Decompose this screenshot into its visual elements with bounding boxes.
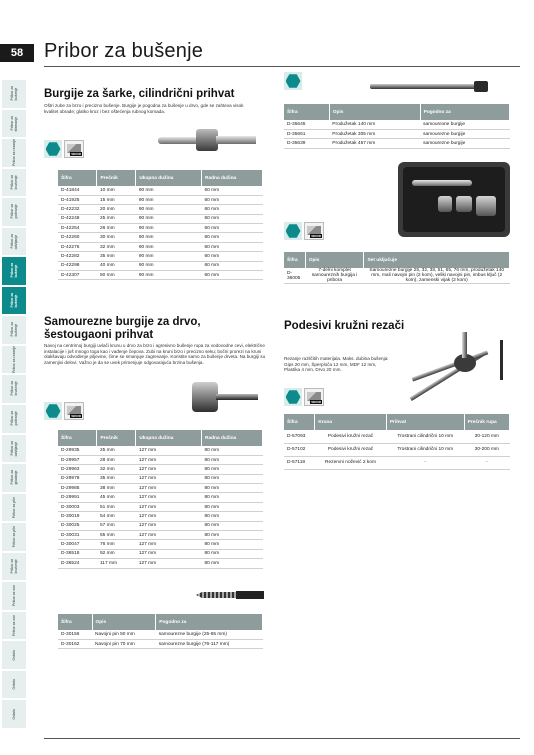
table-cell: samourezne burgije (25-65 mm)	[156, 630, 263, 639]
column-header: Šifra	[284, 414, 315, 430]
hex-shank-badge	[44, 140, 62, 158]
table-cell: 80 mm	[201, 531, 262, 540]
sidebar-tab-label: Pribor za brušenje	[10, 559, 18, 574]
table-cell: Samourezne burgije 25, 32, 38, 51, 65, 76 mm, produžetak 140 mm, mali navojni pin (2 kom), veliki navojni pin, imbus ključ (2 kom), zamenski vijak (2 kom)	[364, 268, 510, 284]
table-cell: 30-120 mm	[464, 430, 509, 443]
table-cell: 80 mm	[201, 446, 262, 455]
column-header: Ukupna dužina	[136, 430, 202, 446]
table-cell: 90 mm	[136, 186, 202, 195]
hinge-bits-table	[58, 170, 263, 280]
table-row	[58, 521, 263, 530]
table-row	[58, 559, 263, 568]
table-cell: D-30162	[58, 639, 92, 648]
self-feed-bits-table	[58, 430, 263, 569]
sidebar-tab-label: Pribor za brušenje	[10, 381, 18, 397]
wood-label: WOOD	[311, 400, 321, 404]
table-row	[58, 474, 263, 483]
table-cell: D-30047	[58, 540, 97, 549]
table-cell: 117 mm	[97, 559, 136, 568]
shank-badge-3	[284, 388, 302, 406]
sidebar-tab	[2, 346, 26, 375]
column-header: Set uključuje	[364, 252, 510, 268]
table-cell: 57 mm	[97, 521, 136, 530]
sidebar-tab-label: Ostalo	[12, 649, 16, 661]
wood-label: WOOD	[71, 152, 81, 156]
table-cell: 80 mm	[201, 502, 262, 511]
table-cell: samoureзne burgije	[420, 120, 509, 129]
table-cell: 25 mm	[97, 214, 136, 223]
table-cell: D-30156	[58, 630, 92, 639]
table-cell: 60 mm	[201, 205, 262, 214]
sidebar-tab	[2, 257, 26, 286]
column-header: Pogodno za	[420, 104, 509, 120]
table-cell: 80 mm	[201, 484, 262, 493]
hexagon-icon	[286, 390, 301, 405]
sidebar-tab	[2, 700, 26, 729]
hinge-bit-image	[158, 128, 258, 158]
column-header: Opis	[329, 104, 420, 120]
wood-material-badge-2	[64, 402, 84, 420]
sidebar-tab-label: Pribor za bušenje	[10, 86, 18, 102]
sidebar-tab-label: Pribor za bušenje	[10, 322, 18, 338]
column-header: Pogodno za	[156, 614, 263, 630]
table-row	[284, 129, 510, 138]
hex-shank-badge-2	[44, 402, 62, 420]
table-cell: 90 mm	[136, 271, 202, 280]
table-row	[58, 484, 263, 493]
table-row	[58, 540, 263, 549]
table-cell: 127 mm	[136, 455, 202, 464]
sidebar-tab-label: Pribor za poliranje	[10, 411, 18, 427]
table-cell: 26 mm	[97, 224, 136, 233]
table-cell: Produžetak 305 mm	[329, 129, 420, 138]
sidebar-tab	[2, 405, 26, 434]
extensions-table	[284, 104, 510, 149]
table-cell: D-57118	[284, 456, 315, 469]
table-cell: D-30003	[58, 502, 97, 511]
table-cell: 60 mm	[201, 271, 262, 280]
table-cell: 90 mm	[136, 205, 202, 214]
table-row	[58, 630, 263, 639]
table-cell: 38 mm	[97, 484, 136, 493]
page-title: Pribor za bušenje	[44, 40, 204, 62]
title-divider	[44, 66, 520, 67]
sidebar-tab	[2, 110, 26, 139]
hexagon-icon	[46, 142, 61, 157]
section-hinge-bits-title: Burgije za šarke, cilindrični prihvat	[44, 88, 235, 100]
table-cell: 32 mm	[97, 242, 136, 251]
sidebar-tab	[2, 671, 26, 700]
sidebar-tab	[2, 375, 26, 404]
sidebar-tab	[2, 316, 26, 345]
column-header: Šifra	[58, 170, 97, 186]
section-self-feed-title: Samourezne burgije za drvo, šestougaoni prihvat	[44, 316, 201, 341]
table-cell: 80 mm	[201, 474, 262, 483]
footer-divider	[44, 738, 520, 739]
table-cell: 80 mm	[201, 549, 262, 558]
table-cell: 60 mm	[201, 186, 262, 195]
table-cell: D-30019	[58, 512, 97, 521]
table-cell: 127 mm	[136, 531, 202, 540]
table-cell: D-42298	[58, 261, 97, 270]
table-row	[284, 139, 510, 148]
table-cell: 7-delni komplet samoureznih burgija i pribora	[305, 268, 364, 284]
table-cell: D-29985	[58, 484, 97, 493]
sidebar-tab-label: Pribor za pile	[12, 526, 16, 548]
table-cell: Rezervni nožević 2 kom	[315, 456, 387, 469]
section-self-feed-desc: Navoj na centrirnoj burgiji uvlači krunu u drvo za brzo i agresivno bušenje rupa za vodovodne cevi, električne instalacije i još mnogo toga kao i vađenje čepova. Zubi na kruni brzo i precizno seku; bočni prorezi na kruni olakšavaju odvođenje piljevine, čime se smanjuje zagrevanje. Koristite samo za bušenje drveta. Na burgiji su zamenjivi delovi. Važno je da se uvek primenjuje odgovarajuća brzina bušenja.	[44, 343, 266, 365]
column-header: Radna dužina	[201, 430, 262, 446]
table-cell: D-57102	[284, 443, 315, 456]
sidebar-tab-label: Pribor za glodanje	[10, 470, 18, 486]
table-cell: 50 mm	[97, 271, 136, 280]
sidebar-tab-label: Pribor za rezanje	[12, 346, 16, 374]
table-cell: D-30025	[58, 521, 97, 530]
table-cell: 65 mm	[97, 531, 136, 540]
section-circle-cutter-desc: Rezanje različitih materijala. Maks. dubina bušenja: Gips 20 mm, Šperploča 12 mm, MDF 12 mm, Plastika 4 mm, Drvo 20 mm.	[284, 356, 389, 373]
table-row	[284, 430, 510, 443]
table-cell: Trostrani cilindrični 10 mm	[386, 443, 464, 456]
table-row	[58, 455, 263, 464]
sidebar-tab-label: Pribor za pile	[12, 496, 16, 519]
table-cell: 90 mm	[136, 195, 202, 204]
section-circle-cutter-title: Podesivi kružni rezači	[284, 320, 405, 332]
table-cell: 54 mm	[97, 512, 136, 521]
sidebar-tab	[2, 80, 26, 109]
sidebar-tab	[2, 287, 26, 316]
table-cell: 127 mm	[136, 549, 202, 558]
wood-material-badge	[64, 140, 84, 158]
hex-shank-badge-ext	[284, 72, 302, 90]
sidebar-tab-label: Ostalo	[12, 708, 16, 720]
column-header: Prihvat	[386, 414, 464, 430]
table-cell: D-29957	[58, 455, 97, 464]
table-cell: 90 mm	[136, 224, 202, 233]
sidebar-tab-label: Pribor za štemanje	[10, 115, 18, 131]
column-header: Kruna	[315, 414, 387, 430]
table-cell: -	[464, 456, 509, 469]
sidebar-tab	[2, 641, 26, 670]
wood-label: WOOD	[311, 234, 321, 238]
table-cell: samourezne burgije	[420, 139, 509, 148]
table-cell: 127 mm	[136, 540, 202, 549]
table-cell: D-36524	[58, 559, 97, 568]
table-row	[58, 549, 263, 558]
table-cell: 35 mm	[97, 252, 136, 261]
table-cell: 127 mm	[136, 521, 202, 530]
table-cell: -	[386, 456, 464, 469]
table-cell: D-41844	[58, 186, 97, 195]
hexagon-icon	[46, 404, 61, 419]
table-cell: 127 mm	[136, 512, 202, 521]
table-cell: 51 mm	[97, 502, 136, 511]
sidebar-tab	[2, 228, 26, 257]
table-cell: 127 mm	[136, 484, 202, 493]
table-cell: D-42276	[58, 242, 97, 251]
table-cell: 25 mm	[97, 446, 136, 455]
column-header: Šifra	[58, 430, 97, 446]
table-cell: 60 mm	[201, 224, 262, 233]
table-cell: 127 mm	[136, 559, 202, 568]
table-row	[58, 493, 263, 502]
wood-material-badge-kit	[304, 222, 324, 240]
table-cell: D-29963	[58, 465, 97, 474]
sidebar-tab	[2, 198, 26, 227]
table-cell: Navojni pin 50 mm	[92, 630, 156, 639]
table-cell: 15 mm	[97, 195, 136, 204]
sidebar-tab	[2, 435, 26, 464]
table-cell: D-29991	[58, 493, 97, 502]
column-header: Prečnik	[97, 430, 136, 446]
table-row	[58, 186, 263, 195]
sidebar-tab	[2, 612, 26, 641]
table-cell: D-35639	[284, 139, 329, 148]
table-row	[58, 639, 263, 648]
column-header: Šifra	[58, 614, 92, 630]
table-cell: 80 mm	[201, 559, 262, 568]
table-cell: D-29935	[58, 446, 97, 455]
table-cell: Podesivi kružni rezač	[315, 430, 387, 443]
table-cell: 90 mm	[136, 261, 202, 270]
sidebar-tab	[2, 553, 26, 582]
table-cell: D-41925	[58, 195, 97, 204]
table-cell: Podesivi kružni rezač	[315, 443, 387, 456]
table-cell: 80 mm	[201, 493, 262, 502]
kit-case-image	[398, 162, 510, 237]
self-feed-bit-image	[190, 378, 260, 418]
category-sidebar	[0, 80, 28, 730]
sidebar-tab-label: Pribor za poliranje	[10, 204, 18, 220]
table-cell: 127 mm	[136, 493, 202, 502]
sidebar-tab-label: Pribor za sve	[12, 585, 16, 607]
table-cell: 90 mm	[136, 242, 202, 251]
table-cell: D-35651	[284, 129, 329, 138]
table-cell: 80 mm	[201, 512, 262, 521]
table-cell: 92 mm	[97, 549, 136, 558]
table-cell: D-42254	[58, 224, 97, 233]
sidebar-tab	[2, 523, 26, 552]
table-row	[58, 512, 263, 521]
table-cell: Produžetak 140 mm	[329, 120, 420, 129]
table-cell: 127 mm	[136, 502, 202, 511]
table-row	[58, 446, 263, 455]
column-header: Opis	[305, 252, 364, 268]
table-cell: 45 mm	[97, 493, 136, 502]
table-cell: 30-200 mm	[464, 443, 509, 456]
table-cell: 80 mm	[201, 455, 262, 464]
table-cell: D-42260	[58, 233, 97, 242]
column-header: Šifra	[284, 252, 305, 268]
sidebar-tab-label: Pribor za brušenje	[10, 175, 18, 190]
table-cell: 60 mm	[201, 195, 262, 204]
table-row	[58, 233, 263, 242]
table-cell: D-57093	[284, 430, 315, 443]
table-cell: samourezne burgije	[420, 129, 509, 138]
table-cell: 28 mm	[97, 455, 136, 464]
sidebar-tab	[2, 169, 26, 198]
sidebar-tab-label: Pribor za rezanje	[12, 139, 16, 167]
column-header: Šifra	[284, 104, 329, 120]
table-cell: D-42232	[58, 205, 97, 214]
table-cell: 90 mm	[136, 233, 202, 242]
kit-table	[284, 252, 510, 284]
sidebar-tab-label: Pribor za bušenje	[10, 293, 18, 308]
table-cell: 35 mm	[97, 474, 136, 483]
table-cell: 32 mm	[97, 465, 136, 474]
table-cell: 90 mm	[136, 214, 202, 223]
sidebar-tab-label: Ostalo	[12, 679, 16, 690]
table-cell: Navojni pin 70 mm	[92, 639, 156, 648]
table-cell: 80 mm	[201, 465, 262, 474]
sidebar-tab	[2, 464, 26, 493]
table-row	[58, 271, 263, 280]
sidebar-tab	[2, 139, 26, 168]
table-cell: 127 mm	[136, 446, 202, 455]
table-cell: D-42248	[58, 214, 97, 223]
table-row	[284, 120, 510, 129]
table-cell: D-30031	[58, 531, 97, 540]
table-cell: Produžetak 457 mm	[329, 139, 420, 148]
table-row	[58, 252, 263, 261]
hexagon-icon	[286, 74, 301, 89]
table-cell: 60 mm	[201, 233, 262, 242]
table-row	[58, 214, 263, 223]
column-header: Ukupna dužina	[136, 170, 202, 186]
table-cell: D-42307	[58, 271, 97, 280]
table-cell: 80 mm	[201, 540, 262, 549]
table-row	[58, 224, 263, 233]
section-hinge-bits-desc: Oštri zube za brzo i precizno bušenje. Burgije je pogodna za bušenje u drvo, gde se zahteva visok kvalitet obrade; glatko kroz i bez oštećenja rubnog komada.	[44, 103, 244, 114]
table-cell: 127 mm	[136, 465, 202, 474]
hex-shank-badge-kit	[284, 222, 302, 240]
table-row	[58, 465, 263, 474]
hexagon-icon	[286, 224, 301, 239]
table-cell: 90 mm	[136, 252, 202, 261]
column-header: Opis	[92, 614, 156, 630]
table-row	[58, 261, 263, 270]
wood-label: WOOD	[71, 414, 81, 418]
sidebar-tab	[2, 494, 26, 523]
table-cell: 80 mm	[201, 521, 262, 530]
table-cell: 127 mm	[136, 474, 202, 483]
table-row	[58, 205, 263, 214]
table-cell: D-36518	[58, 549, 97, 558]
table-cell: 60 mm	[201, 252, 262, 261]
table-cell: 60 mm	[201, 242, 262, 251]
table-cell: 30 mm	[97, 233, 136, 242]
table-cell: 60 mm	[201, 214, 262, 223]
table-row	[58, 242, 263, 251]
table-row	[284, 443, 510, 456]
table-cell: D-36005	[284, 268, 305, 284]
table-row	[58, 195, 263, 204]
table-cell: 20 mm	[97, 205, 136, 214]
table-cell: 76 mm	[97, 540, 136, 549]
table-cell: D-42282	[58, 252, 97, 261]
table-cell: Trostrani cilindrični 10 mm	[386, 430, 464, 443]
column-header: Prečnik	[97, 170, 136, 186]
page-number: 58	[0, 44, 34, 62]
table-row	[58, 502, 263, 511]
column-header: Radna dužina	[201, 170, 262, 186]
table-row	[58, 531, 263, 540]
table-cell: D-35645	[284, 120, 329, 129]
table-cell: samourezne burgije (76-117 mm)	[156, 639, 263, 648]
screw-pins-table	[58, 614, 263, 649]
table-cell: D-29979	[58, 474, 97, 483]
table-cell: 60 mm	[201, 261, 262, 270]
extension-image	[370, 78, 490, 98]
table-row	[284, 456, 510, 469]
sidebar-tab-label: Pribor za odvijanje	[10, 234, 18, 249]
sidebar-tab	[2, 582, 26, 611]
table-row	[284, 268, 510, 284]
table-cell: 40 mm	[97, 261, 136, 270]
screw-pin-image	[196, 588, 266, 602]
sidebar-tab-label: Pribor za bušenje	[10, 263, 18, 279]
column-header: Prečnik rupa	[464, 414, 509, 430]
circle-cutters-table	[284, 414, 510, 470]
circle-cutter-image	[400, 334, 512, 406]
sidebar-tab-label: Pribor za sve	[12, 615, 16, 637]
table-cell: 10 mm	[97, 186, 136, 195]
wood-material-badge-3	[304, 388, 324, 406]
sidebar-tab-label: Pribor za odvijanje	[10, 440, 18, 456]
